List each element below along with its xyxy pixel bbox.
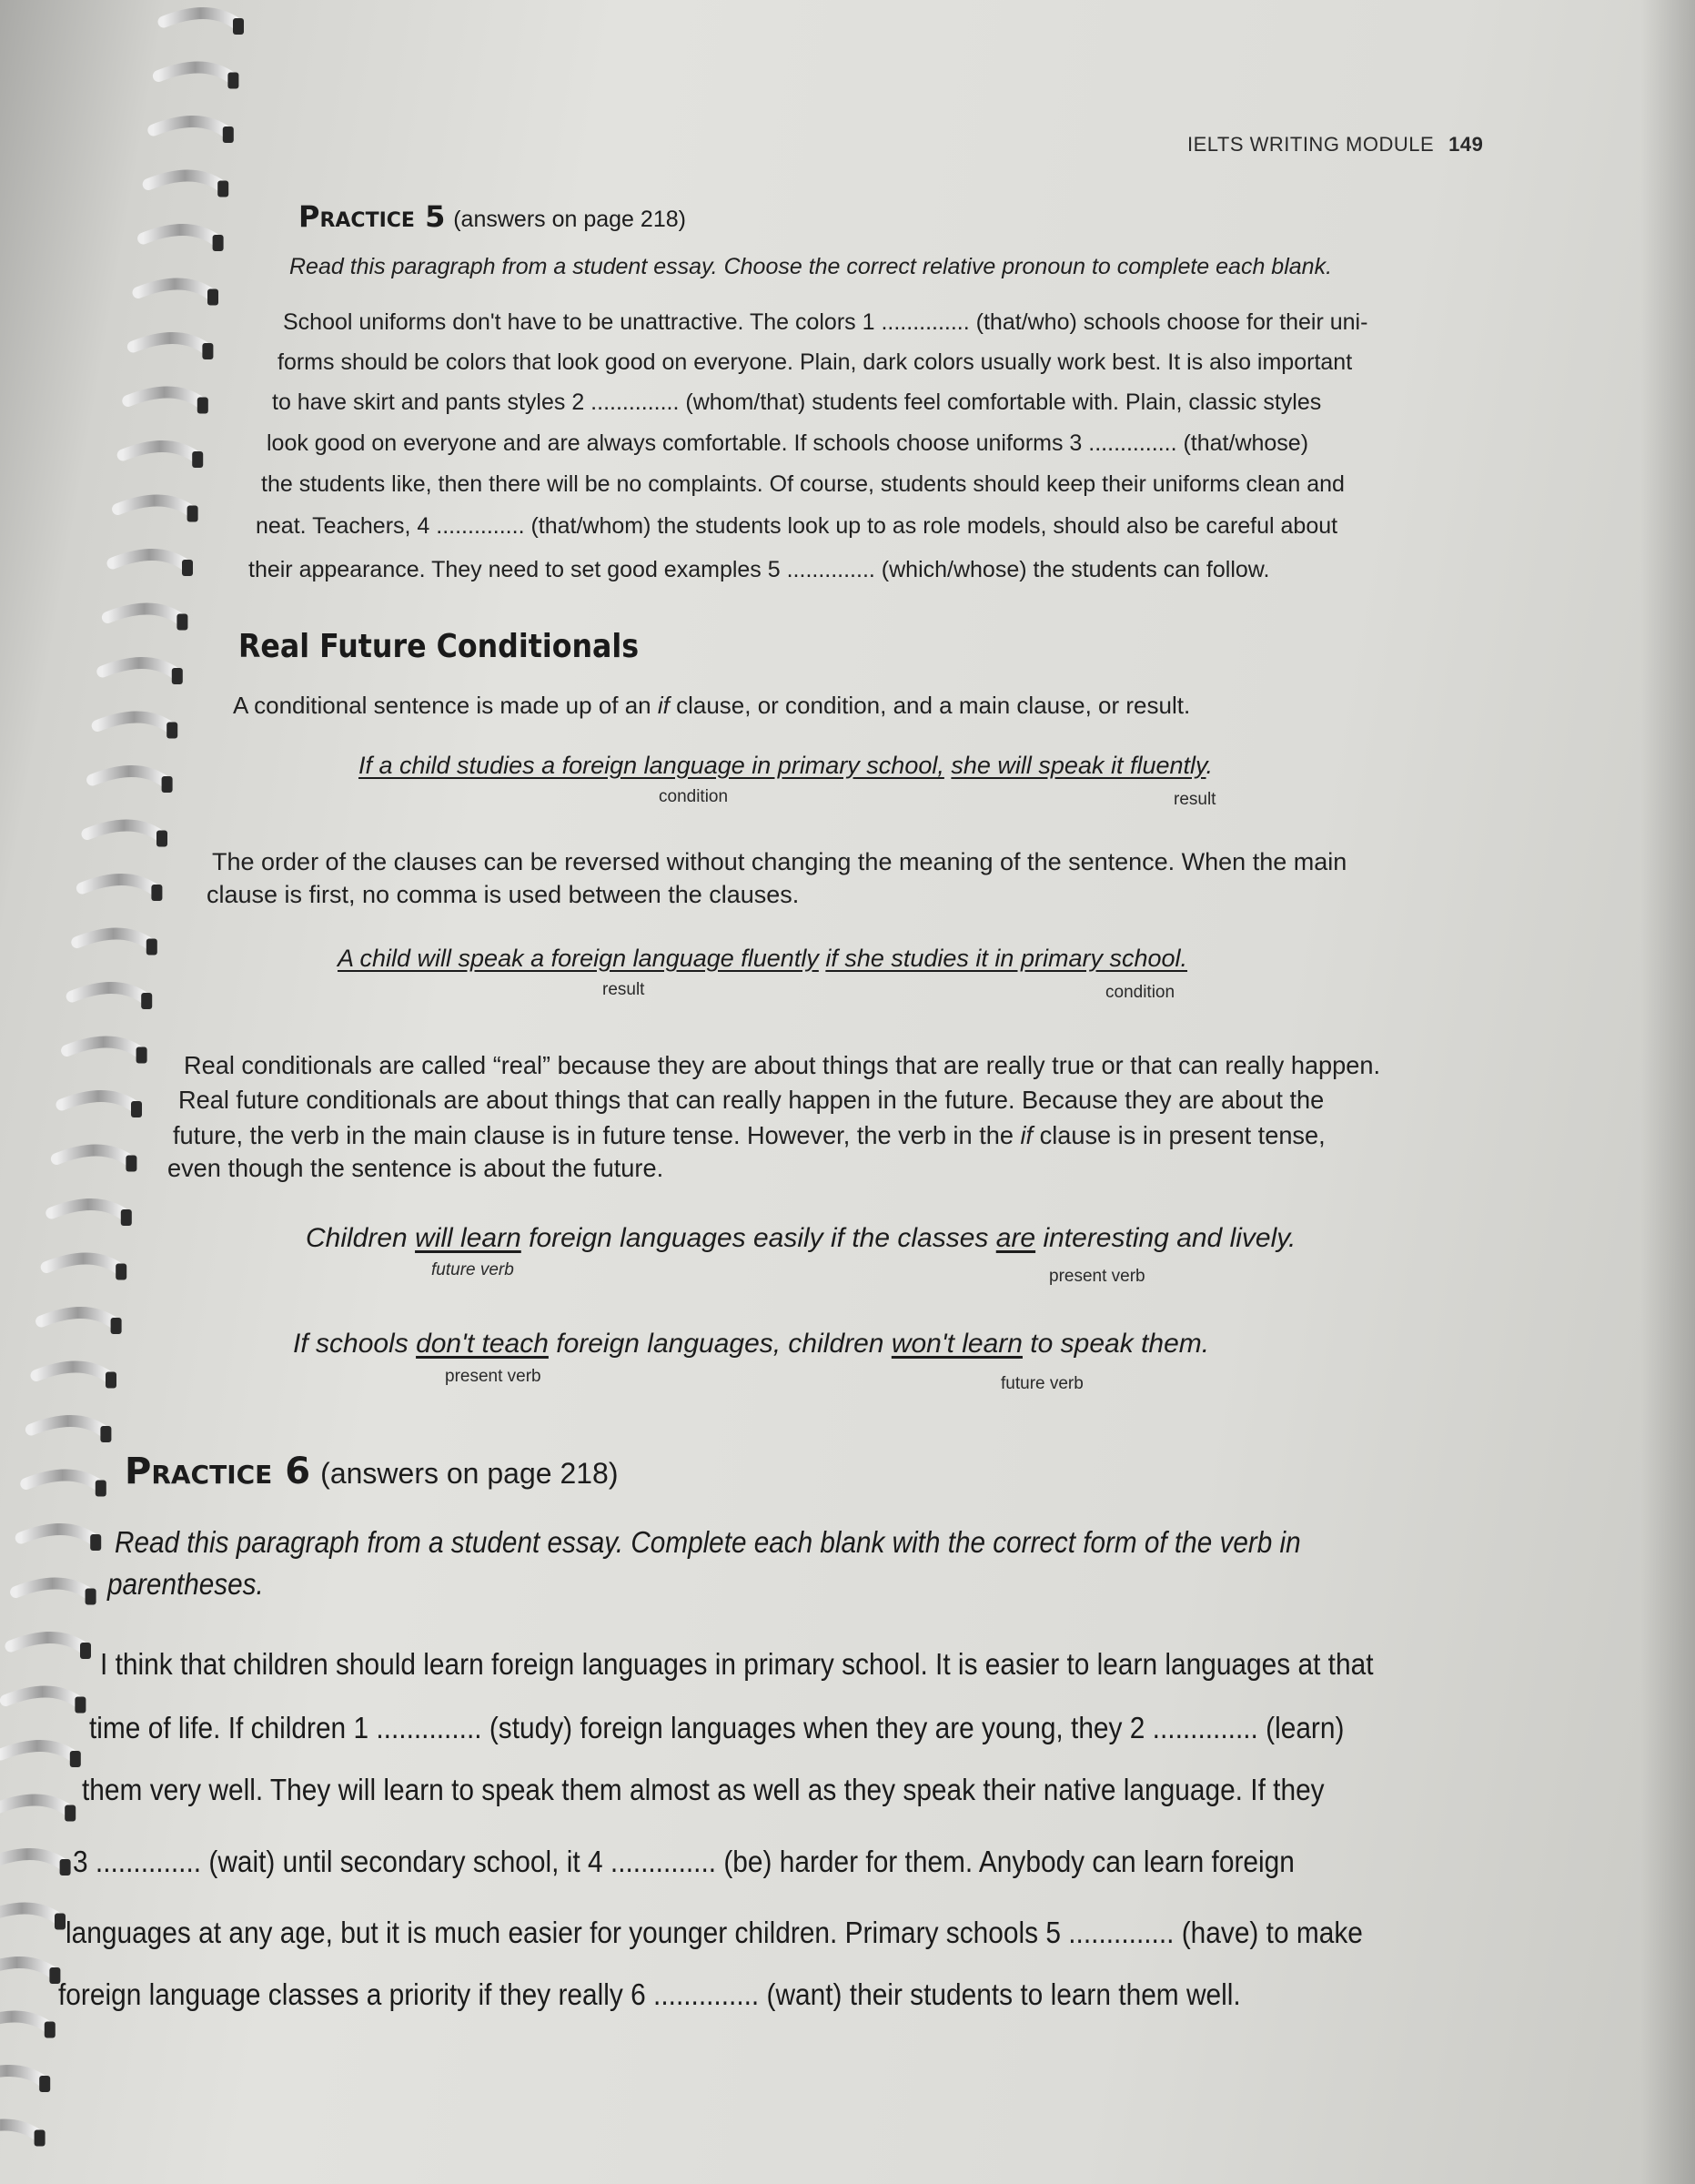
example2-label-result: result [602,980,645,999]
practice6-title-text: Practice 6 [125,1451,311,1492]
real-line: even though the sentence is about the future. [167,1154,664,1182]
practice5-line: neat. Teachers, 4 .............. (that/whom) the students look up to as role models, should also be careful about [256,513,1338,539]
practice5-line: their appearance. They need to set good examples 5 .............. (which/whose) the students can follow. [248,557,1270,582]
example4-label-present: present verb [445,1367,541,1386]
intro-if: if [657,692,670,719]
example3-label-future: future verb [431,1260,514,1279]
practice5-title [298,199,686,234]
practice6-line: 3 .............. (wait) until secondary school, it 4 .............. (be) harder for them. Anybody can learn foreign [73,1845,1295,1878]
running-header [1187,133,1483,157]
page-number: 149 [1448,133,1484,156]
practice5-line: School uniforms don't have to be unattractive. The colors 1 .............. (that/who) schools choose for their uni- [283,309,1368,335]
practice5-line: the students like, then there will be no complaints. Of course, students should keep their uniforms clean and [261,471,1345,497]
section-intro [233,692,1190,720]
real-line: Real future conditionals are about things that can really happen in the future. Because they are about the [178,1086,1325,1114]
example1-end: . [1206,752,1214,779]
practice6-instruction-line: Read this paragraph from a student essay. Complete each blank with the correct form of the verb in [115,1525,1301,1559]
example3-text-mid: foreign languages easily if the classes [520,1223,996,1253]
example3-sentence [306,1223,1296,1254]
real-line-if: if [1020,1121,1034,1149]
practice6-line: time of life. If children 1 .............. (study) foreign languages when they are young, they 2 .............. (learn) [89,1711,1345,1744]
practice6-line: foreign language classes a priority if they really 6 .............. (want) their students to learn them well. [58,1977,1241,2011]
practice6-line: languages at any age, but it is much easier for younger children. Primary schools 5 .............. (have) to make [66,1916,1363,1949]
example4-label-future: future verb [1001,1374,1084,1393]
example2-result: A child will speak a foreign language fluently [338,945,819,972]
real-line [173,1121,1326,1150]
example2-condition: if she studies it in primary school. [825,945,1188,972]
example3-text-end: interesting and lively. [1035,1223,1296,1253]
practice5-title-text: Practice 5 [298,199,446,234]
example1-label-condition: condition [659,787,729,806]
practice6-instruction-line: parentheses. [107,1567,264,1601]
section-heading: Real Future Conditionals [238,628,640,665]
practice5-line: forms should be colors that look good on everyone. Plain, dark colors usually work best. It is also important [277,349,1353,375]
practice5-line: look good on everyone and are always comfortable. If schools choose uniforms 3 .............. (that/whose) [267,430,1309,456]
practice6-title [125,1451,618,1492]
intro-text: A conditional sentence is made up of an [233,692,658,719]
example4-verb1: don't teach [416,1329,549,1359]
example1-condition: If a child studies a foreign language in primary school, [358,752,944,779]
page-edge-shadow [1640,0,1695,2184]
module-name: IELTS WRITING MODULE [1187,133,1435,156]
example2-sentence [338,945,1187,973]
practice5-line: to have skirt and pants styles 2 .............. (whom/that) students feel comfortable with. Plain, classic styles [272,389,1322,415]
example3-verb2: are [995,1223,1036,1253]
example4-verb2: won't learn [891,1329,1023,1359]
example3-verb1: will learn [415,1223,521,1253]
real-line-text: future, the verb in the main clause is in future tense. However, the verb in the [173,1121,1021,1149]
example2-label-condition: condition [1105,983,1175,1002]
example3-text: Children [306,1223,416,1253]
practice6-answers-ref: (answers on page 218) [320,1457,619,1490]
example4-text-end: to speak them. [1022,1329,1210,1359]
order-line: clause is first, no comma is used between the clauses. [207,881,800,908]
practice6-line: I think that children should learn foreign languages in primary school. It is easier to learn languages at that [100,1647,1374,1681]
intro-text-end: clause, or condition, and a main clause, or result. [669,692,1191,719]
practice5-answers-ref: (answers on page 218) [453,207,686,232]
real-line: Real conditionals are called “real” because they are about things that are really true or that can really happen. [184,1051,1381,1079]
example1-result: she will speak it fluently [951,752,1206,779]
example1-sentence [358,752,1213,780]
example3-label-present: present verb [1049,1267,1145,1286]
example1-label-result: result [1174,790,1216,809]
example4-sentence [293,1329,1209,1360]
example4-text: If schools [293,1329,417,1359]
practice5-instruction: Read this paragraph from a student essay. Choose the correct relative pronoun to complete each blank. [289,254,1333,279]
example4-text-mid: foreign languages, children [548,1329,892,1359]
order-line: The order of the clauses can be reversed without changing the meaning of the sentence. When the main [212,848,1347,875]
practice6-line: them very well. They will learn to speak them almost as well as they speak their native language. If they [82,1773,1325,1806]
real-line-text-end: clause is in present tense, [1033,1121,1326,1149]
